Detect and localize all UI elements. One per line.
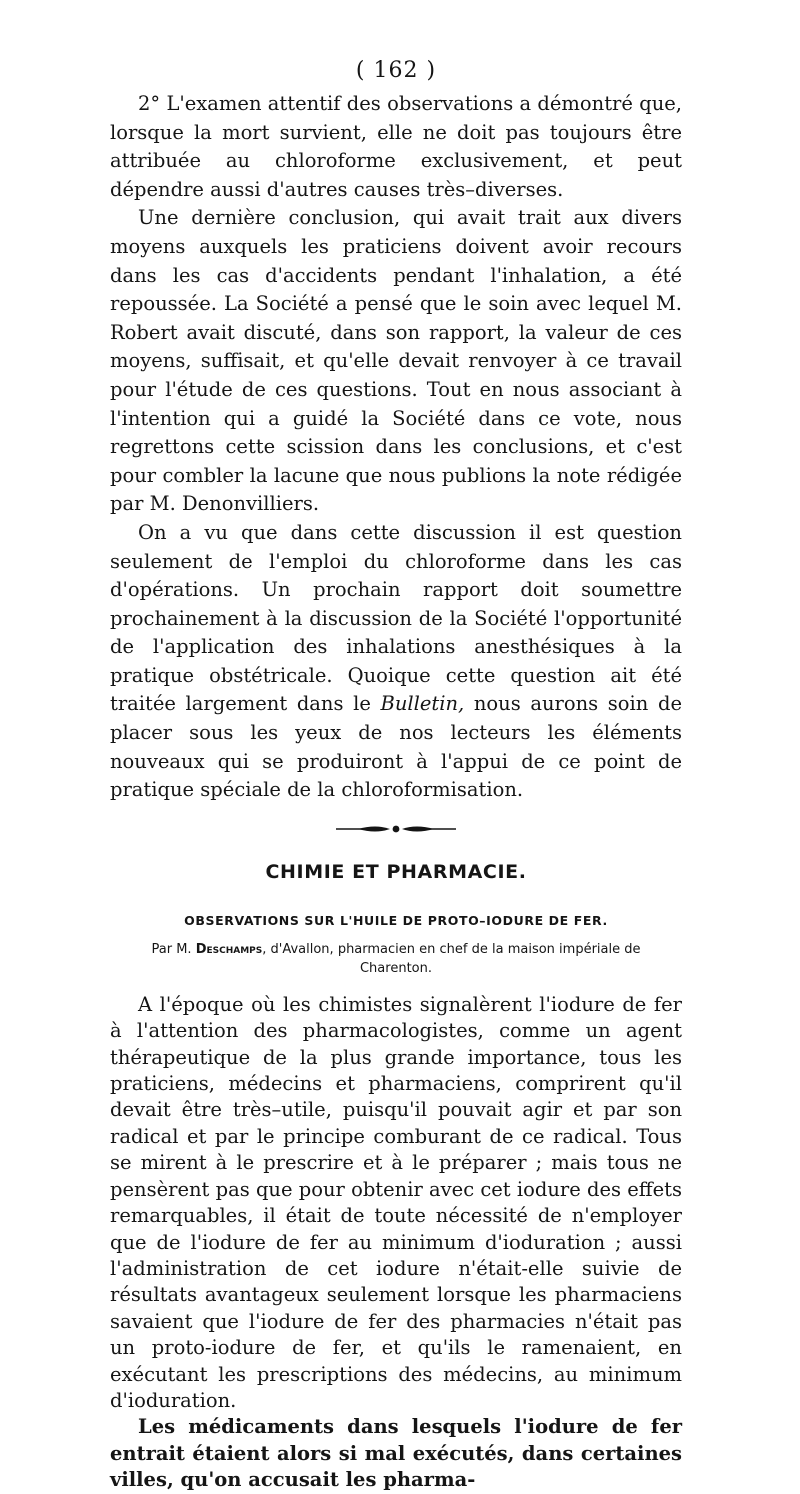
byline-rest: , d'Avallon, pharmacien en chef de la maison impériale de Charenton. <box>262 941 641 976</box>
paragraph-iodure-history: A l'époque où les chimistes signalèrent l'iodure de fer à l'attention des pharmacologistes, comme un agent thérapeutique de la plus grande importance, tous les praticiens, médecins et pharmaciens, comprirent qu'il devait être très–utile, puisqu'il pouvait agir et par son radical et par le principe comburant de ce radical. Tous se mirent à le prescrire et à le préparer ; mais tous ne pensèrent pas que pour obtenir avec cet iodure des effets remarquables, il était de toute nécessité de n'employer que de l'iodure de fer au minimum d'ioduration ; aussi l'administration de cet iodure n'était-elle suivie de résultats avantageux seulement lorsque les pharmaciens savaient que l'iodure de fer des pharmacies n'était pas un proto-iodure de fer, et qu'ils le ramenaient, en exécutant les prescriptions des médecins, au minimum d'ioduration. <box>110 992 682 1412</box>
ornament-divider-icon <box>336 823 456 835</box>
byline-prefix: Par M. <box>151 941 196 957</box>
page-number: ( 162 ) <box>355 58 437 83</box>
paragraph-obstetric <box>110 519 682 805</box>
page <box>110 58 682 1494</box>
bulletin-italic: Bulletin, <box>380 692 465 716</box>
paragraph-conclusion-2: 2° L'examen attentif des observations a démontré que, lorsque la mort survient, elle ne doit pas toujours être attribuée au chloroforme exclusivement, et peut dépendre aussi d'autres causes très–diverses. <box>110 92 682 201</box>
article-title: OBSERVATIONS SUR L'HUILE DE PROTO–IODURE DE FER. <box>184 912 608 928</box>
section-title: CHIMIE ET PHARMACIE. <box>265 860 527 883</box>
byline-author: Deschamps <box>195 941 263 957</box>
paragraph-obstetric-text-b: nous aurons soin de placer sous les yeux de nos lecteurs les éléments nouveaux qui se produiront à l'appui de ce point de pratique spéciale de la chloroformisation. <box>110 692 682 802</box>
ornament-divider <box>110 823 682 835</box>
paragraph-last-conclusion: Une dernière conclusion, qui avait trait aux divers moyens auxquels les praticiens doivent avoir recours dans les cas d'accidents pendant l'inhalation, a été repoussée. La Société a pensé que le soin avec lequel M. Robert avait discuté, dans son rapport, la valeur de ces moyens, suffisait, et qu'elle devait renvoyer à ce travail pour l'étude de ces questions. Tout en nous associant à l'intention qui a guidé la Société dans ce vote, nous regrettons cette scission dans les conclusions, et c'est pour combler la lacune que nous publions la note rédigée par M. Denonvilliers. <box>110 206 682 516</box>
paragraph-obstetric-text-a: On a vu que dans cette discussion il est question seulement de l'emploi du chloroforme dans les cas d'opérations. Un prochain rapport doit soumettre prochainement à la discussion de la Société l'opportunité de l'application des inhalations anesthésiques à la pratique obstétricale. Quoique cette question ait été traitée largement dans le <box>110 520 682 716</box>
paragraph-medicaments: Les médicaments dans lesquels l'iodure de fer entrait étaient alors si mal exécutés, dans certaines villes, qu'on accusait les pharma- <box>110 1415 682 1492</box>
byline <box>124 940 668 978</box>
